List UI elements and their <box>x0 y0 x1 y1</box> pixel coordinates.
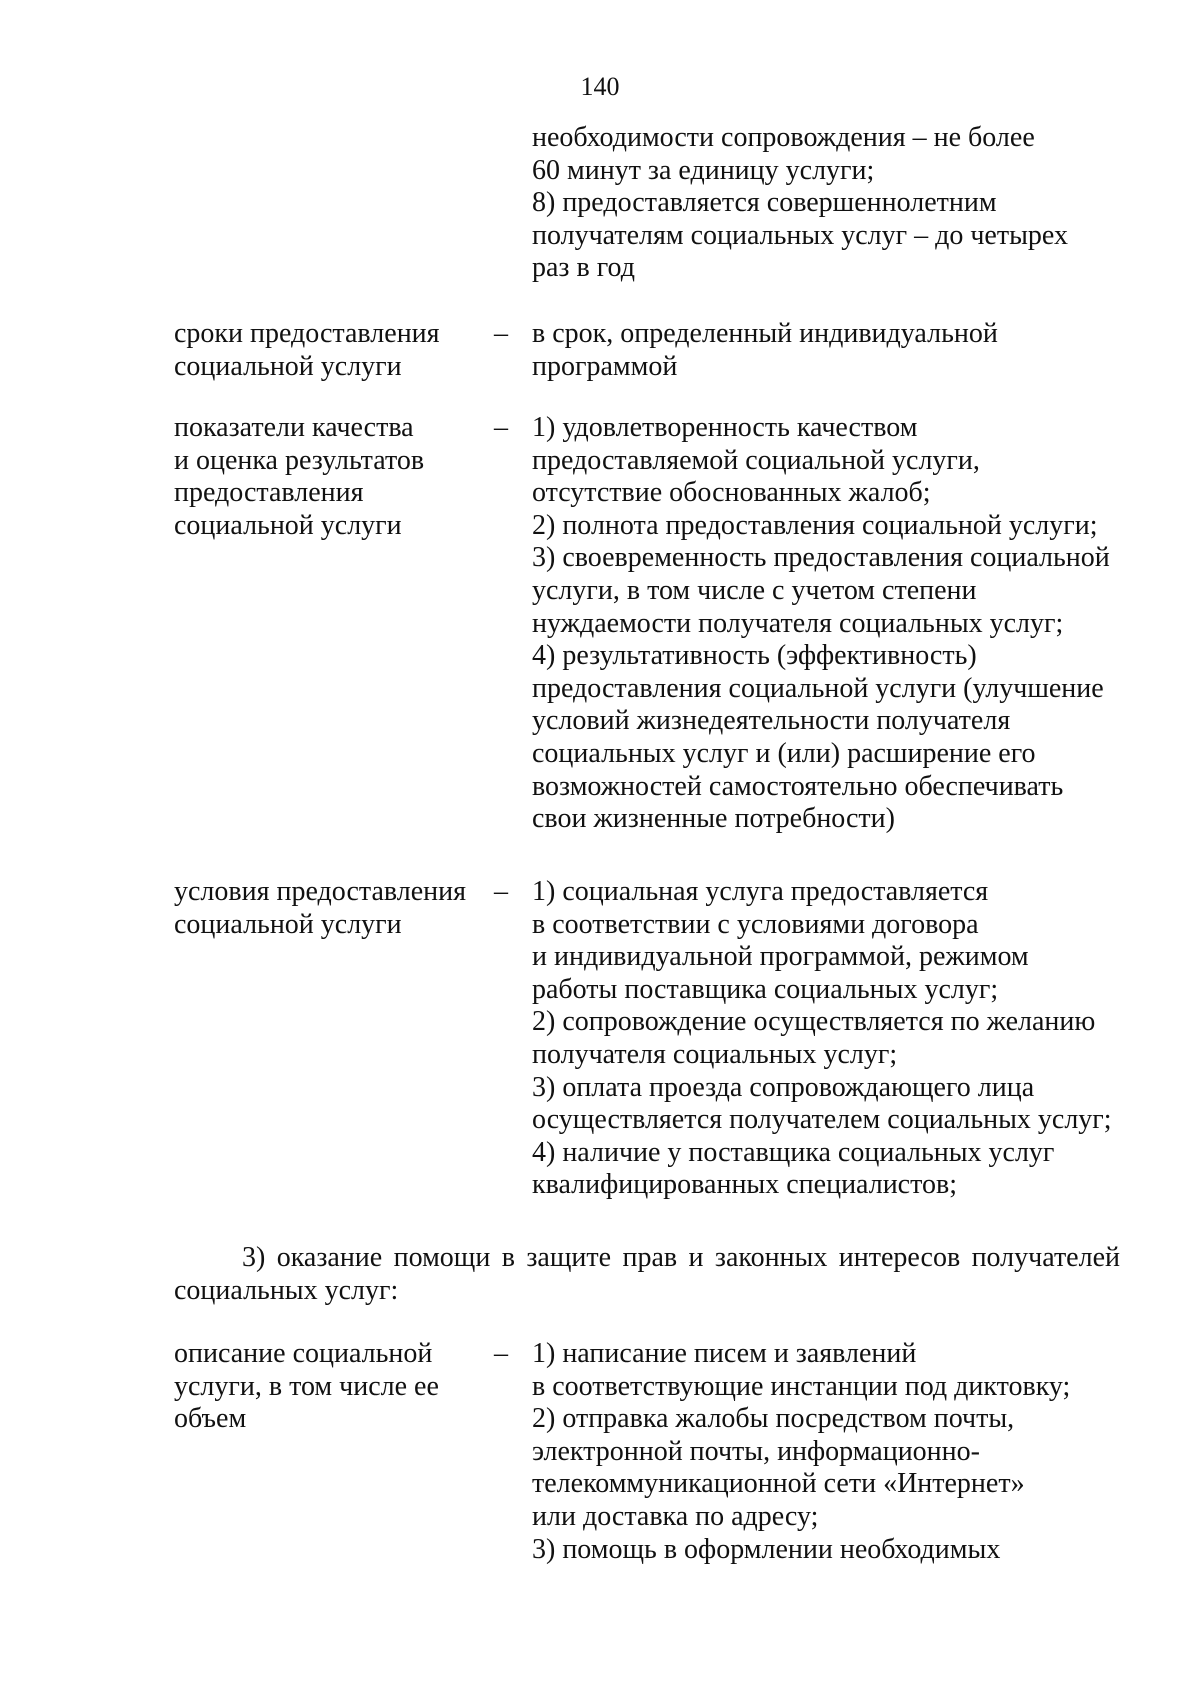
row-dash: – <box>494 318 508 349</box>
value-line: раз в год <box>532 252 635 284</box>
row-label <box>174 412 494 542</box>
value-line: и индивидуальной программой, режимом <box>532 941 1029 973</box>
row-dash: – <box>494 1338 508 1369</box>
value-line: осуществляется получателем социальных услуг; <box>532 1104 1112 1136</box>
value-line: возможностей самостоятельно обеспечивать <box>532 770 1064 802</box>
value-line: 3) оплата проезда сопровождающего лица <box>532 1071 1035 1103</box>
row-terms <box>174 318 1120 384</box>
page-number: 140 <box>580 72 620 101</box>
value-line: 1) написание писем и заявлений <box>532 1338 917 1369</box>
value-line: 2) сопровождение осуществляется по желанию <box>532 1006 1096 1038</box>
value-line: получателя социальных услуг; <box>532 1038 898 1070</box>
row-label <box>174 876 494 941</box>
label-line: услуги, в том числе ее <box>174 1370 439 1402</box>
value-line: 2) полнота предоставления социальной услуги; <box>532 509 1098 541</box>
value-line: телекоммуникационной сети «Интернет» <box>532 1468 1025 1500</box>
row-conditions <box>174 876 1120 1204</box>
value-line: в срок, определенный индивидуальной <box>532 318 998 349</box>
section-heading-line: социальных услуг: <box>174 1274 399 1306</box>
label-line: социальной услуги <box>174 509 402 541</box>
value-line: получателям социальных услуг – до четырех <box>532 219 1068 251</box>
value-line: 1) социальная услуга предоставляется <box>532 876 989 907</box>
row-dash: – <box>494 876 508 907</box>
value-line: в соответствии с условиями договора <box>532 908 979 940</box>
row-label <box>174 1338 494 1436</box>
row-label <box>174 318 494 383</box>
value-line: нуждаемости получателя социальных услуг; <box>532 607 1064 639</box>
section-heading-line: 3) оказание помощи в защите прав и законных интересов получателей <box>242 1242 1120 1273</box>
value-line: предоставляемой социальной услуги, <box>532 444 980 476</box>
row-value <box>532 412 1132 836</box>
value-line: необходимости сопровождения – не более <box>532 122 1035 153</box>
value-line: 4) результативность (эффективность) <box>532 640 977 672</box>
value-line: социальных услуг и (или) расширение его <box>532 737 1036 769</box>
row-quality <box>174 412 1120 838</box>
value-line: в соответствующие инстанции под диктовку; <box>532 1370 1071 1402</box>
label-line: сроки предоставления <box>174 318 440 349</box>
value-line: электронной почты, информационно- <box>532 1435 980 1467</box>
row-description <box>174 1338 1120 1568</box>
label-line: социальной услуги <box>174 908 402 940</box>
label-line: и оценка результатов <box>174 444 425 476</box>
value-line: 4) наличие у поставщика социальных услуг <box>532 1136 1055 1168</box>
continuation-value <box>532 122 1132 285</box>
label-line: описание социальной <box>174 1338 433 1369</box>
value-line: условий жизнедеятельности получателя <box>532 705 1011 737</box>
section-heading <box>174 1242 1120 1307</box>
label-line: социальной услуги <box>174 350 402 382</box>
continuation-block <box>174 122 1120 286</box>
value-line: программой <box>532 350 678 382</box>
value-line: 3) своевременность предоставления социальной <box>532 542 1110 574</box>
value-line: предоставления социальной услуги (улучшение <box>532 672 1104 704</box>
value-line: услуги, в том числе с учетом степени <box>532 574 977 606</box>
value-line: 3) помощь в оформлении необходимых <box>532 1533 1001 1565</box>
value-line: работы поставщика социальных услуг; <box>532 973 999 1005</box>
value-line: отсутствие обоснованных жалоб; <box>532 477 931 509</box>
value-line: 2) отправка жалобы посредством почты, <box>532 1403 1015 1435</box>
row-value <box>532 876 1132 1202</box>
label-line: показатели качества <box>174 412 414 443</box>
value-line: 8) предоставляется совершеннолетним <box>532 187 997 219</box>
label-line: объем <box>174 1403 247 1435</box>
value-line: квалифицированных специалистов; <box>532 1169 957 1201</box>
row-value <box>532 1338 1132 1566</box>
value-line: 1) удовлетворенность качеством <box>532 412 918 443</box>
value-line: свои жизненные потребности) <box>532 803 895 835</box>
label-line: условия предоставления <box>174 876 467 907</box>
value-line: 60 минут за единицу услуги; <box>532 154 875 186</box>
value-line: или доставка по адресу; <box>532 1500 819 1532</box>
row-dash: – <box>494 412 508 443</box>
row-value <box>532 318 1132 383</box>
label-line: предоставления <box>174 477 364 509</box>
